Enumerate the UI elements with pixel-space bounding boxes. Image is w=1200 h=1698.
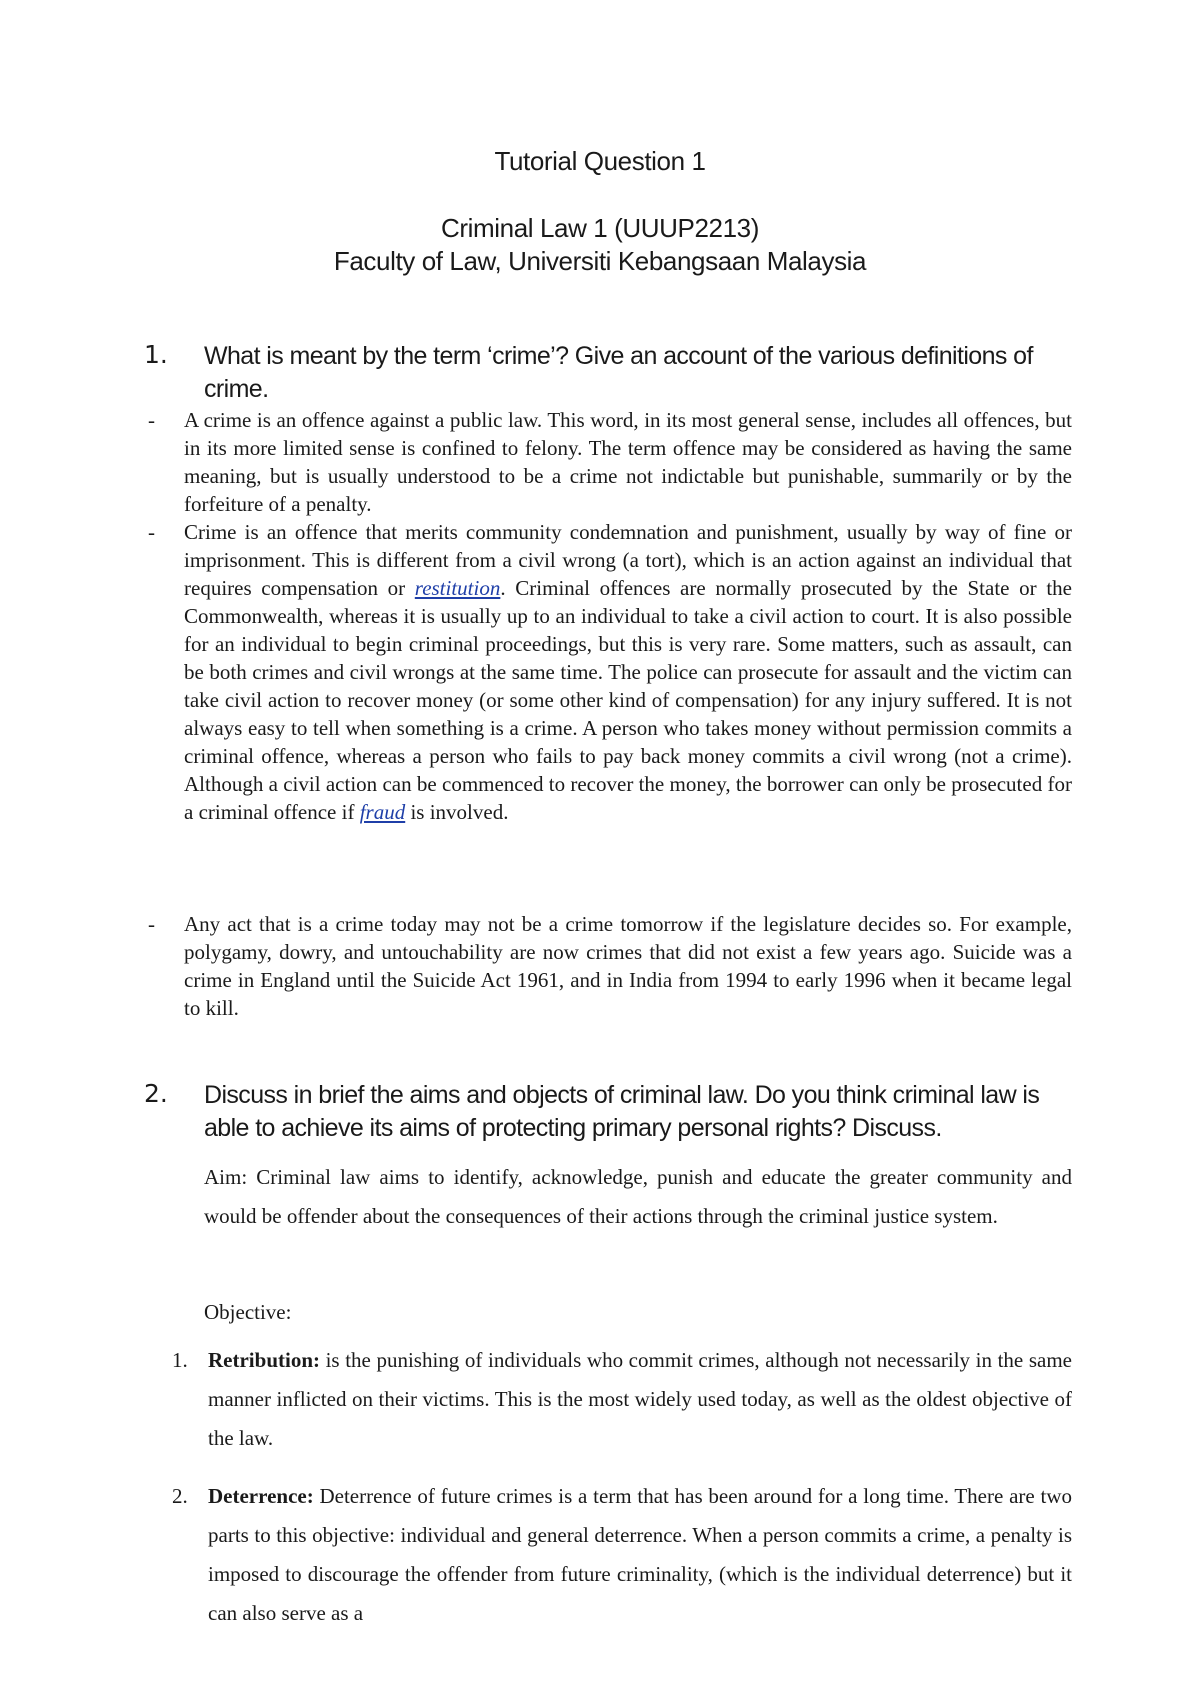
bullet-text-part-1: Crime is an offence that merits community condemnation and punishment, usually by way of fine or imprisonment. This is different from a civil wrong (a tort), which is an action against an individual that requires compensation or: [184, 520, 1072, 600]
objective-heading: Objective:: [204, 1300, 292, 1324]
answer-1-bullet-1: [148, 406, 1072, 518]
bullet-dash: -: [148, 408, 155, 432]
list-item-body: is the punishing of individuals who commit crimes, although not necessarily in the same manner inflicted on their victims. This is the most widely used today, as well as the oldest objective of the law.: [208, 1348, 1072, 1450]
bullet-dash: -: [148, 912, 155, 936]
bullet-dash: -: [148, 520, 155, 544]
list-item-text: [208, 1477, 1072, 1633]
question-2-text: Discuss in brief the aims and objects of criminal law. Do you think criminal law is able to achieve its aims of protecting primary personal rights? Discuss.: [204, 1081, 1040, 1142]
list-item-term: Deterrence:: [208, 1484, 314, 1508]
restitution-link[interactable]: restitution: [414, 576, 501, 600]
bullet-text: Any act that is a crime today may not be a crime tomorrow if the legislature decides so. For example, polygamy, dowry, and untouchability are now crimes that did not exist a few years ago. Suicide was a crime in England until the Suicide Act 1961, and in India from 1994 to early 1996 when it became legal to kill.: [184, 912, 1072, 1020]
bullet-text-part-3: is involved.: [405, 800, 509, 824]
question-1-text: What is meant by the term ‘crime’? Give an account of the various definitions of crime.: [204, 342, 1033, 403]
aim-paragraph: Aim: Criminal law aims to identify, acknowledge, punish and educate the greater community and would be offender about the consequences of their actions through the criminal justice system.: [204, 1165, 1072, 1228]
answer-1-bullet-2: [148, 518, 1072, 826]
bullet-text: [184, 518, 1072, 826]
bullet-text: A crime is an offence against a public law. This word, in its most general sense, includes all offences, but in its more limited sense is confined to felony. The term offence may be considered as having the same meaning, but is usually understood to be a crime not indictable but punishable, summarily or by the forfeiture of a penalty.: [184, 408, 1072, 516]
faculty-line: Faculty of Law, Universiti Kebangsaan Malaysia: [333, 246, 867, 276]
question-1-number: 1.: [144, 340, 168, 369]
objective-item-retribution: [172, 1341, 1072, 1458]
list-item-text: [208, 1341, 1072, 1458]
question-2-number: 2.: [144, 1079, 168, 1108]
course-line: Criminal Law 1 (UUUP2213): [441, 213, 759, 243]
document-title: Tutorial Question 1: [494, 146, 706, 176]
list-item-term: Retribution:: [208, 1348, 320, 1372]
fraud-link[interactable]: fraud: [359, 800, 406, 824]
list-number: 2.: [172, 1484, 188, 1508]
objective-item-deterrence: [172, 1477, 1072, 1633]
answer-1-bullet-3: [148, 910, 1072, 1022]
list-item-body: Deterrence of future crimes is a term that has been around for a long time. There are two parts to this objective: individual and general deterrence. When a person commits a crime, a penalty is imposed to discourage the offender from future criminality, (which is the individual deterrence) but it can also serve as a: [208, 1484, 1072, 1625]
question-2: [144, 1079, 1074, 1145]
bullet-text-part-2: . Criminal offences are normally prosecuted by the State or the Commonwealth, whereas it is usually up to an individual to take a civil action to court. It is also possible for an individual to begin criminal proceedings, but this is very rare. Some matters, such as assault, can be both crimes and civil wrongs at the same time. The police can prosecute for assault and the victim can take civil action to recover money (or some other kind of compensation) for any injury suffered. It is not always easy to tell when something is a crime. A person who takes money without permission commits a criminal offence, whereas a person who fails to pay back money commits a civil wrong (not a crime). Although a civil action can be commenced to recover the money, the borrower can only be prosecuted for a criminal offence if: [184, 576, 1072, 824]
list-number: 1.: [172, 1348, 188, 1372]
question-1: [144, 340, 1074, 406]
